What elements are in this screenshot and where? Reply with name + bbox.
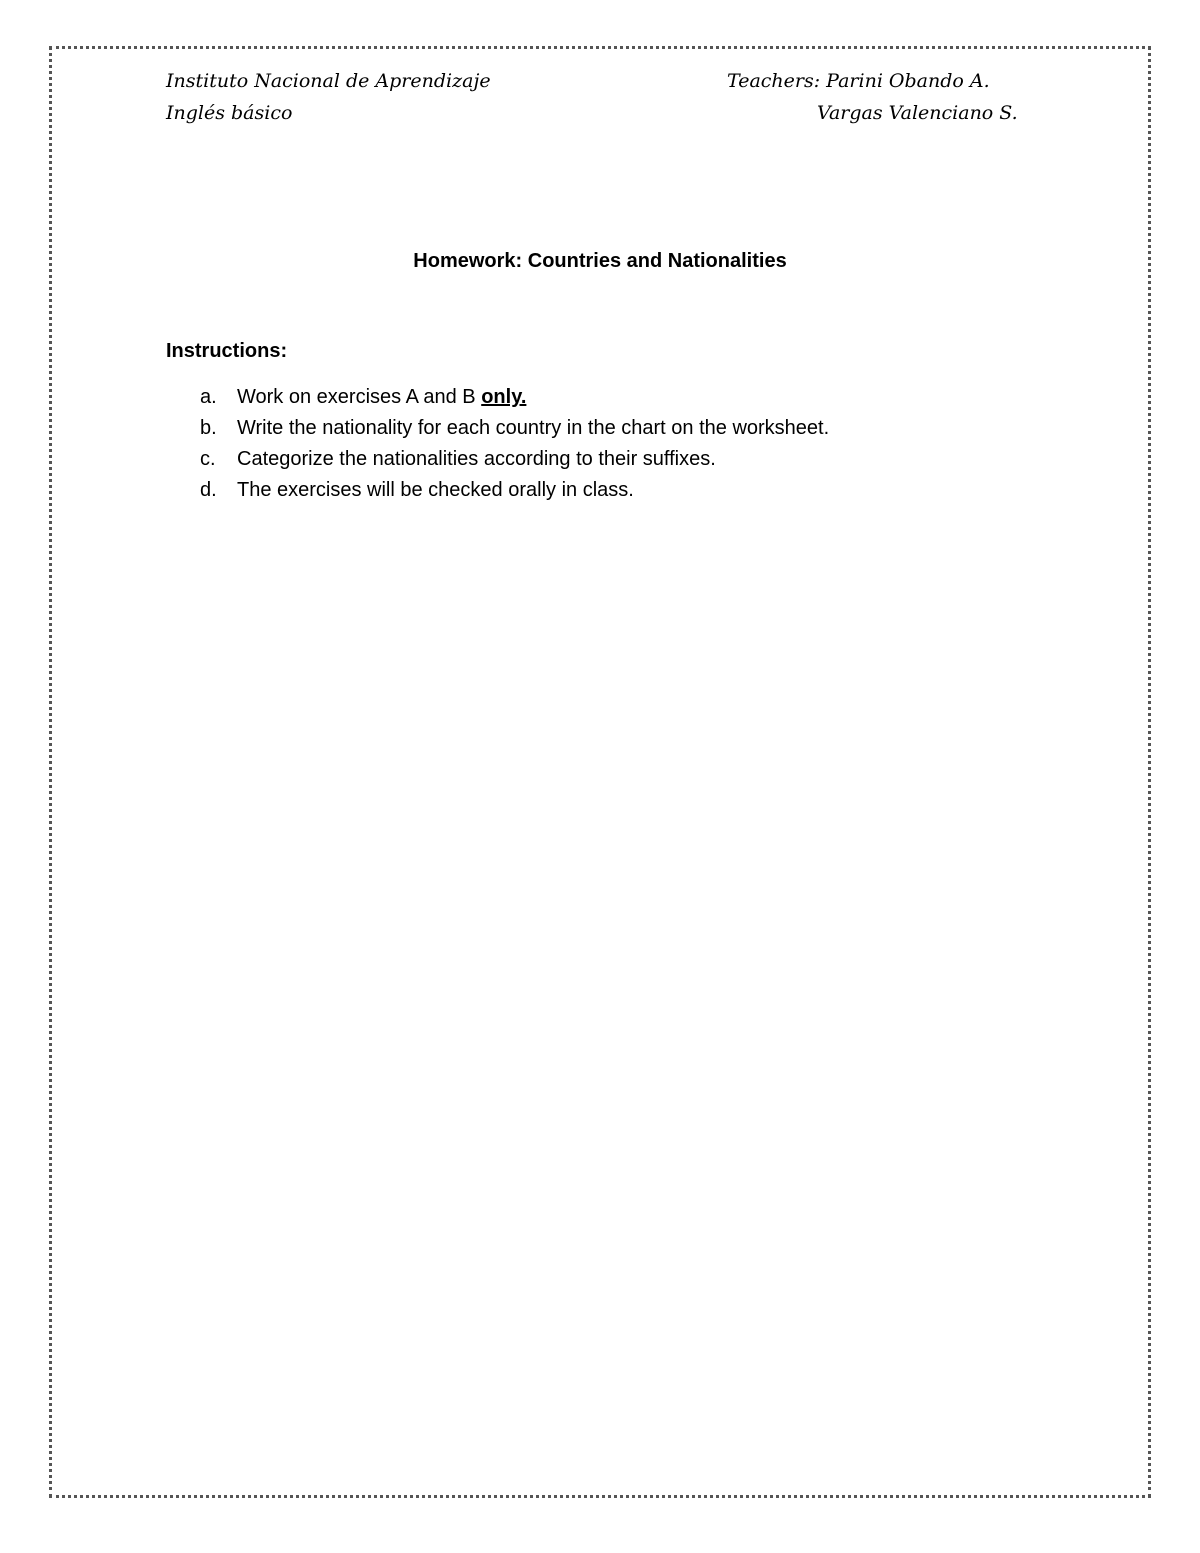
page-title: Homework: Countries and Nationalities: [413, 250, 787, 272]
item-marker: b.: [200, 417, 217, 439]
instruction-item-c: [200, 447, 829, 478]
item-text: Write the nationality for each country in the chart on the worksheet.: [237, 417, 830, 439]
institute-name: Instituto Nacional de Aprendizaje: [166, 70, 491, 92]
item-text: [237, 385, 526, 416]
course-name: Inglés básico: [166, 102, 293, 124]
item-emphasis: only.: [481, 386, 527, 408]
instructions-list: [200, 385, 829, 509]
item-text: The exercises will be checked orally in class.: [237, 479, 634, 501]
item-text: Categorize the nationalities according to their suffixes.: [237, 448, 716, 470]
item-marker: a.: [200, 386, 217, 408]
instruction-item-b: [200, 416, 829, 447]
teachers-line: Teachers: Parini Obando A.: [727, 70, 990, 92]
instruction-item-d: [200, 478, 829, 509]
instructions-heading: Instructions:: [166, 340, 288, 362]
instruction-item-a: [200, 385, 829, 416]
item-marker: d.: [200, 479, 217, 501]
item-text-main: Work on exercises A and B: [237, 386, 482, 408]
second-teacher: Vargas Valenciano S.: [817, 102, 1018, 124]
item-marker: c.: [200, 448, 216, 470]
